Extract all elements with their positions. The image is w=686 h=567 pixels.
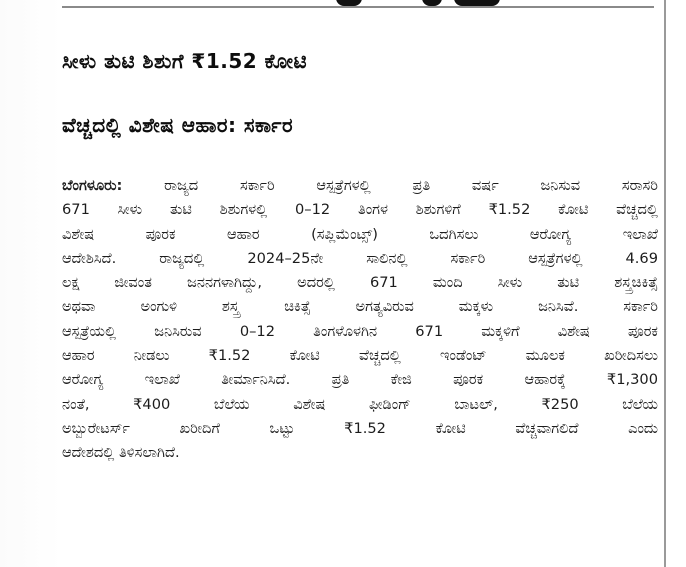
article-line: ವಿಶೇಷ ಪೂರಕ ಆಹಾರ (ಸಪ್ಲಿಮೆಂಟ್ಸ್) ಒದಗಿಸಲು ಆರೋಗ್ಯ ಇಲಾಖೆ (62, 225, 658, 243)
article-body (62, 174, 658, 466)
article-line: ಆರೋಗ್ಯ ಇಲಾಖೆ ತೀರ್ಮಾನಿಸಿದೆ. ಪ್ರತಿ ಕೇಜಿ ಪೂರಕ ಆಹಾರಕ್ಕೆ ₹1,300 (62, 371, 658, 389)
previous-headline-fragment (326, 0, 516, 8)
article-line: ಅಬ್ಬುರೇಟರ್ಸ್ ಖರೀದಿಗೆ ಒಟ್ಟು ₹1.52 ಕೋಟಿ ವೆಚ್ಚವಾಗಲಿದೆ ಎಂದು (62, 419, 658, 437)
article-line (62, 174, 658, 198)
article-line: ಆದೇಶಿಸಿದೆ. ರಾಜ್ಯದಲ್ಲಿ 2024–25ನೇ ಸಾಲಿನಲ್ಲಿ ಸರ್ಕಾರಿ ಆಸ್ಪತ್ರೆಗಳಲ್ಲಿ 4.69 (62, 249, 658, 267)
article-line-text: ರಾಜ್ಯದ ಸರ್ಕಾರಿ ಆಸ್ಪತ್ರೆಗಳಲ್ಲಿ ಪ್ರತಿ ವರ್ಷ ಜನಿಸುವ ಸರಾಸರಿ (122, 177, 658, 194)
article-line: ಲಕ್ಷ ಜೀವಂತ ಜನನಗಳಾಗಿದ್ದು, ಅದರಲ್ಲಿ 671 ಮಂದಿ ಸೀಳು ತುಟಿ ಶಸ್ತ್ರಚಿಕಿತ್ಸೆ (62, 274, 658, 292)
article-line: 671 ಸೀಳು ತುಟಿ ಶಿಶುಗಳಲ್ಲಿ 0–12 ತಿಂಗಳ ಶಿಶುಗಳಿಗೆ ₹1.52 ಕೋಟಿ ವೆಚ್ಚದಲ್ಲಿ (62, 201, 658, 219)
right-column-rule (664, 0, 666, 567)
article-line: ಆಹಾರ ನೀಡಲು ₹1.52 ಕೋಟಿ ವೆಚ್ಚದಲ್ಲಿ ಇಂಡೆಂಟ್ ಮೂಲಕ ಖರೀದಿಸಲು (62, 347, 658, 365)
article-line: ಅಥವಾ ಅಂಗುಳಿ ಶಸ್ತ್ರ ಚಿಕಿತ್ಸೆ ಅಗತ್ಯವಿರುವ ಮಕ್ಕಳು ಜನಿಸಿವೆ. ಸರ್ಕಾರಿ (62, 298, 658, 316)
article-line: ಆಸ್ಪತ್ರೆಯಲ್ಲಿ ಜನಿಸಿರುವ 0–12 ತಿಂಗಳೊಳಗಿನ 671 ಮಕ್ಕಳಿಗೆ ವಿಶೇಷ ಪೂರಕ (62, 322, 658, 340)
headline-line-1: ಸೀಳು ತುಟಿ ಶಿಶುಗೆ ₹1.52 ಕೋಟಿ (62, 49, 308, 73)
dateline: ಬೆಂಗಳೂರು: (62, 177, 123, 194)
article-line: ಆದೇಶದಲ್ಲಿ ತಿಳಿಸಲಾಗಿದೆ. (62, 444, 180, 462)
article-headline (62, 30, 662, 158)
article-line: ನಂತೆ, ₹400 ಬೆಲೆಯ ವಿಶೇಷ ಫೀಡಿಂಗ್ ಬಾಟಲ್, ₹250 ಬೆಲೆಯ (62, 395, 658, 413)
headline-line-2: ವೆಚ್ಚದಲ್ಲಿ ವಿಶೇಷ ಆಹಾರ: ಸರ್ಕಾರ (62, 113, 294, 137)
scan-margin (0, 0, 62, 567)
